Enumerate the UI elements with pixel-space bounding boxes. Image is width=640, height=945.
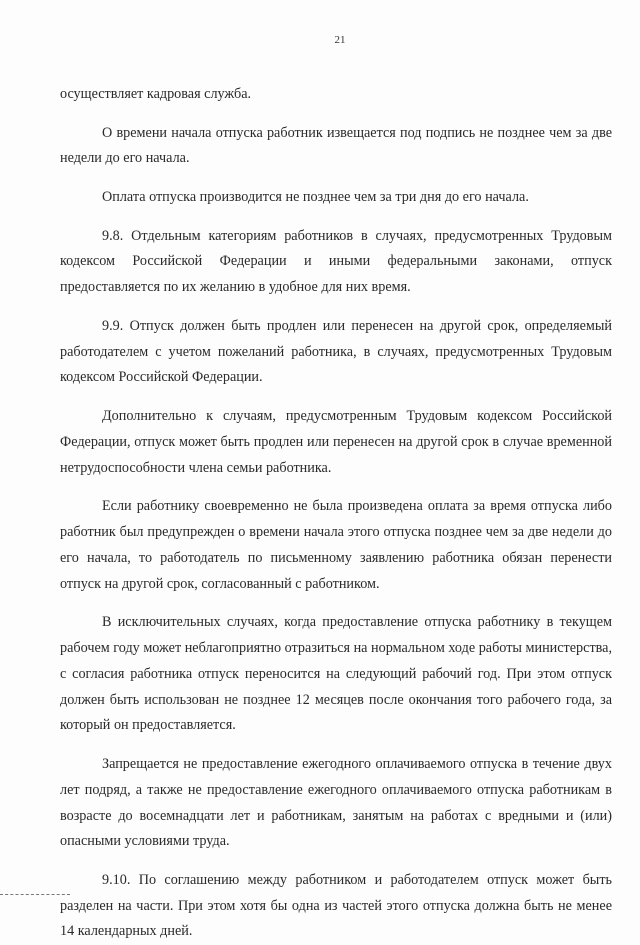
paragraph-4: 9.8. Отдельным категориям работников в случаях, предусмотренных Трудовым кодексом Российской Федерации и иными федеральными законами, отпуск предоставляется по их желанию в удобное для них время.: [60, 227, 612, 296]
page-number: 21: [334, 34, 346, 46]
footnote-divider: [0, 893, 70, 895]
paragraph-5: 9.9. Отпуск должен быть продлен или перенесен на другой срок, определяемый работодателем с учетом пожеланий работника, в случаях, предусмотренных Трудовым кодексом Российской Федерации.: [60, 317, 612, 386]
paragraph-8: В исключительных случаях, когда предоставление отпуска работнику в текущем рабочем году может неблагоприятно отразиться на нормальном ходе работы министерства, с согласия работника отпуск переносится на следующий рабочий год. При этом отпуск должен быть использован не позднее 12 месяцев после окончания того рабочего года, за который он предоставляется.: [60, 614, 612, 734]
paragraph-2: О времени начала отпуска работник извещается под подпись не позднее чем за две недели до его начала.: [60, 124, 612, 167]
paragraph-3: Оплата отпуска производится не позднее чем за три дня до его начала.: [102, 188, 529, 205]
paragraph-6: Дополнительно к случаям, предусмотренным Трудовым кодексом Российской Федерации, отпуск может быть продлен или перенесен на другой срок в случае временной нетрудоспособности члена семьи работника.: [60, 407, 612, 476]
document-body: [60, 82, 612, 945]
paragraph-9: Запрещается не предоставление ежегодного оплачиваемого отпуска в течение двух лет подряд, а также не предоставление ежегодного оплачиваемого отпуска работникам в возрасте до восемнадцати лет и работникам, занятым на работах с вредными и (или) опасными условиями труда.: [60, 755, 612, 850]
paragraph-10: 9.10. По соглашению между работником и работодателем отпуск может быть разделен на части. При этом хотя бы одна из частей этого отпуска должна быть не менее 14 календарных дней.: [60, 871, 612, 940]
paragraph-7: Если работнику своевременно не была произведена оплата за время отпуска либо работник был предупрежден о времени начала этого отпуска позднее чем за две недели до его начала, то работодатель по письменному заявлению работника обязан перенести отпуск на другой срок, согласованный с работником.: [60, 498, 612, 592]
paragraph-1: осуществляет кадровая служба.: [60, 86, 252, 102]
